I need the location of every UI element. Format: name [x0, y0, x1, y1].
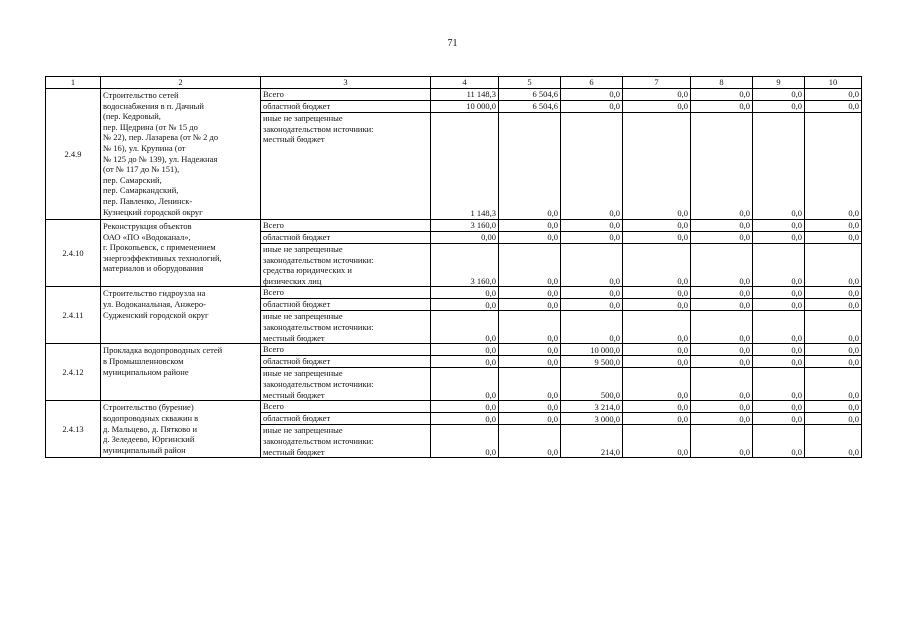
- amount-cell: 3 160,0: [431, 220, 499, 232]
- amount-cell: 6 504,6: [499, 101, 561, 113]
- amount-cell: 0,0: [431, 356, 499, 368]
- project-name-line: пер. Самаркандский,: [103, 185, 179, 196]
- funding-source-line: Всего: [263, 220, 284, 230]
- amount-cell: 0,0: [623, 287, 691, 299]
- funding-source: [261, 413, 431, 425]
- funding-source: [261, 401, 431, 413]
- project-name-line: № 125 до № 139), ул. Надежная: [103, 153, 218, 164]
- amount-cell: 0,0: [561, 220, 623, 232]
- amount-cell: 0,0: [691, 344, 753, 356]
- amount-cell: 0,0: [561, 244, 623, 287]
- amount-cell: 0,0: [691, 356, 753, 368]
- amount-cell: 0,0: [431, 368, 499, 401]
- amount-cell: 0,0: [499, 344, 561, 356]
- page-number: 71: [447, 38, 458, 49]
- project-name-line: муниципальный район: [103, 444, 186, 455]
- amount-cell: 0,0: [431, 299, 499, 311]
- amount-cell: 0,0: [805, 89, 862, 101]
- funding-source: [261, 244, 431, 287]
- amount-cell: 0,0: [753, 311, 805, 344]
- amount-cell: 0,0: [691, 220, 753, 232]
- amount-cell: 0,0: [753, 401, 805, 413]
- project-name-line: пер. Самарский,: [103, 174, 162, 185]
- funding-source-line: средства юридических и: [263, 265, 352, 276]
- amount-cell: 10 000,0: [561, 344, 623, 356]
- amount-cell: 0,0: [691, 401, 753, 413]
- funding-source-line: законодательством источники:: [263, 378, 374, 389]
- funding-source: [261, 368, 431, 401]
- header-row: [46, 77, 862, 89]
- amount-cell: 0,0: [431, 401, 499, 413]
- amount-cell: 0,0: [561, 232, 623, 244]
- project-name-line: (пер. Кедровый,: [103, 111, 161, 122]
- amount-cell: 500,0: [561, 368, 623, 401]
- amount-cell: 0,0: [431, 413, 499, 425]
- amount-cell: 0,0: [623, 356, 691, 368]
- project-name-line: № 16), ул. Крупина (от: [103, 142, 186, 153]
- funding-source: [261, 113, 431, 220]
- amount-cell: 0,0: [623, 425, 691, 458]
- amount-cell: 3 000,0: [561, 413, 623, 425]
- amount-cell: 0,0: [431, 311, 499, 344]
- amount-cell: 0,0: [753, 101, 805, 113]
- funding-source-line: иные не запрещенные: [263, 368, 343, 379]
- project-name-line: пер. Щедрина (от № 15 до: [103, 121, 198, 132]
- project-name-line: № 22), пер. Лазарева (от № 2 до: [103, 132, 219, 143]
- project-name-line: материалов и оборудования: [103, 263, 204, 274]
- table-row: [46, 401, 862, 413]
- column-header: 2: [101, 77, 261, 89]
- amount-cell: 0,0: [805, 232, 862, 244]
- amount-cell: 0,0: [805, 287, 862, 299]
- funding-source-line: областной бюджет: [263, 232, 331, 242]
- funding-source: [261, 232, 431, 244]
- amount-cell: 0,0: [499, 299, 561, 311]
- funding-source-line: областной бюджет: [263, 299, 331, 310]
- project-name: [101, 401, 261, 458]
- amount-cell: 0,0: [805, 113, 862, 220]
- project-name: [101, 344, 261, 401]
- row-code: 2.4.9: [46, 89, 101, 220]
- amount-cell: 0,00: [431, 232, 499, 244]
- amount-cell: 0,0: [753, 413, 805, 425]
- amount-cell: 0,0: [753, 356, 805, 368]
- table-row: [46, 89, 862, 101]
- amount-cell: 0,0: [691, 244, 753, 287]
- funding-source-line: законодательством источники:: [263, 123, 374, 134]
- funding-source-line: областной бюджет: [263, 356, 331, 367]
- amount-cell: 0,0: [691, 101, 753, 113]
- funding-source-line: Всего: [263, 89, 284, 99]
- row-code: 2.4.11: [46, 287, 101, 344]
- amount-cell: 0,0: [561, 287, 623, 299]
- amount-cell: 0,0: [499, 311, 561, 344]
- amount-cell: 0,0: [753, 368, 805, 401]
- amount-cell: 0,0: [561, 311, 623, 344]
- amount-cell: 0,0: [623, 89, 691, 101]
- table-row: [46, 344, 862, 356]
- column-header: 8: [691, 77, 753, 89]
- table-row: [46, 287, 862, 299]
- project-name-line: Прокладка водопроводных сетей: [103, 345, 223, 356]
- amount-cell: 9 500,0: [561, 356, 623, 368]
- project-name-line: д. Мальцево, д. Пятково и: [103, 423, 198, 434]
- amount-cell: 0,0: [691, 287, 753, 299]
- amount-cell: 0,0: [561, 299, 623, 311]
- amount-cell: 0,0: [623, 101, 691, 113]
- amount-cell: 0,0: [623, 244, 691, 287]
- funding-source-line: законодательством источники:: [263, 435, 374, 446]
- amount-cell: 0,0: [805, 101, 862, 113]
- project-name-line: Строительство сетей: [103, 90, 179, 100]
- amount-cell: 214,0: [561, 425, 623, 458]
- project-name-line: муниципальном районе: [103, 366, 189, 377]
- project-name-line: ул. Водоканальная, Анжеро-: [103, 298, 206, 309]
- amount-cell: 0,0: [805, 299, 862, 311]
- amount-cell: 0,0: [753, 244, 805, 287]
- amount-cell: 0,0: [691, 425, 753, 458]
- amount-cell: 0,0: [499, 401, 561, 413]
- amount-cell: 0,0: [623, 344, 691, 356]
- amount-cell: 0,0: [499, 356, 561, 368]
- amount-cell: 0,0: [499, 368, 561, 401]
- amount-cell: 0,0: [805, 344, 862, 356]
- column-header: 7: [623, 77, 691, 89]
- funding-source-line: областной бюджет: [263, 101, 331, 111]
- funding-source-line: Всего: [263, 401, 284, 412]
- row-code: 2.4.12: [46, 344, 101, 401]
- amount-cell: 11 148,3: [431, 89, 499, 101]
- amount-cell: 0,0: [691, 368, 753, 401]
- amount-cell: 0,0: [805, 220, 862, 232]
- amount-cell: 0,0: [431, 344, 499, 356]
- funding-source-line: иные не запрещенные: [263, 311, 343, 322]
- funding-source-line: законодательством источники:: [263, 254, 374, 265]
- project-name-line: водопроводных скважин в: [103, 412, 199, 423]
- amount-cell: 0,0: [623, 232, 691, 244]
- amount-cell: 10 000,0: [431, 101, 499, 113]
- funding-source-line: Всего: [263, 287, 284, 298]
- funding-source: [261, 299, 431, 311]
- funding-source: [261, 287, 431, 299]
- amount-cell: 0,0: [561, 101, 623, 113]
- funding-source-line: физических лиц: [263, 275, 322, 286]
- amount-cell: 0,0: [431, 287, 499, 299]
- amount-cell: 0,0: [499, 232, 561, 244]
- funding-source: [261, 101, 431, 113]
- funding-source-line: иные не запрещенные: [263, 425, 343, 436]
- amount-cell: 0,0: [805, 425, 862, 458]
- column-header: 10: [805, 77, 862, 89]
- amount-cell: 0,0: [499, 287, 561, 299]
- funding-source-line: местный бюджет: [263, 332, 325, 343]
- amount-cell: 0,0: [623, 113, 691, 220]
- project-name-line: водоснабжения в п. Дачный: [103, 100, 204, 111]
- amount-cell: 0,0: [753, 344, 805, 356]
- funding-source-line: иные не запрещенные: [263, 244, 343, 254]
- project-name-line: г. Прокопьевск, с применением: [103, 242, 216, 253]
- amount-cell: 1 148,3: [431, 113, 499, 220]
- funding-source: [261, 344, 431, 356]
- amount-cell: 0,0: [561, 113, 623, 220]
- project-name-line: д. Зеледеево, Юргинский: [103, 434, 195, 445]
- amount-cell: 0,0: [753, 232, 805, 244]
- amount-cell: 0,0: [691, 113, 753, 220]
- amount-cell: 0,0: [805, 311, 862, 344]
- column-header: 9: [753, 77, 805, 89]
- amount-cell: 0,0: [561, 89, 623, 101]
- amount-cell: 0,0: [753, 89, 805, 101]
- funding-source-line: местный бюджет: [263, 446, 325, 457]
- amount-cell: 0,0: [753, 425, 805, 458]
- amount-cell: 0,0: [691, 413, 753, 425]
- project-name-line: (от № 117 до № 151),: [103, 164, 180, 175]
- amount-cell: 3 214,0: [561, 401, 623, 413]
- amount-cell: 0,0: [753, 287, 805, 299]
- funding-source: [261, 311, 431, 344]
- project-name-line: в Промышленновском: [103, 355, 184, 366]
- amount-cell: 0,0: [499, 425, 561, 458]
- table-body: [46, 77, 862, 458]
- amount-cell: 0,0: [499, 113, 561, 220]
- amount-cell: 0,0: [499, 413, 561, 425]
- project-name-line: Строительство гидроузла на: [103, 288, 206, 299]
- amount-cell: 0,0: [691, 311, 753, 344]
- amount-cell: 0,0: [623, 413, 691, 425]
- amount-cell: 0,0: [805, 413, 862, 425]
- amount-cell: 0,0: [623, 311, 691, 344]
- amount-cell: 0,0: [753, 220, 805, 232]
- amount-cell: 0,0: [805, 356, 862, 368]
- project-name: [101, 287, 261, 344]
- row-code: 2.4.10: [46, 220, 101, 287]
- amount-cell: 3 160,0: [431, 244, 499, 287]
- project-name-line: Кузнецкий городской округ: [103, 206, 203, 217]
- amount-cell: 0,0: [623, 299, 691, 311]
- amount-cell: 0,0: [431, 425, 499, 458]
- amount-cell: 0,0: [805, 401, 862, 413]
- funding-source: [261, 356, 431, 368]
- amount-cell: 0,0: [753, 299, 805, 311]
- column-header: 6: [561, 77, 623, 89]
- column-header: 5: [499, 77, 561, 89]
- column-header: 4: [431, 77, 499, 89]
- row-code: 2.4.13: [46, 401, 101, 458]
- amount-cell: 0,0: [623, 368, 691, 401]
- amount-cell: 0,0: [691, 89, 753, 101]
- funding-source: [261, 89, 431, 101]
- amount-cell: 6 504,6: [499, 89, 561, 101]
- funding-source-line: законодательством источники:: [263, 321, 374, 332]
- amount-cell: 0,0: [805, 368, 862, 401]
- funding-source: [261, 425, 431, 458]
- amount-cell: 0,0: [691, 232, 753, 244]
- amount-cell: 0,0: [623, 220, 691, 232]
- funding-source-line: иные не запрещенные: [263, 113, 343, 123]
- amount-cell: 0,0: [753, 113, 805, 220]
- column-header: 3: [261, 77, 431, 89]
- column-header: 1: [46, 77, 101, 89]
- funding-source-line: областной бюджет: [263, 413, 331, 424]
- amount-cell: 0,0: [805, 244, 862, 287]
- amount-cell: 0,0: [499, 220, 561, 232]
- project-name-line: Судженский городской округ: [103, 309, 209, 320]
- table-row: [46, 220, 862, 232]
- funding-source-line: Всего: [263, 344, 284, 355]
- funding-source: [261, 220, 431, 232]
- project-name-line: ОАО «ПО «Водоканал»,: [103, 231, 191, 242]
- project-name: [101, 89, 261, 220]
- project-name-line: энергоэффективных технологий,: [103, 252, 222, 263]
- amount-cell: 0,0: [499, 244, 561, 287]
- amount-cell: 0,0: [623, 401, 691, 413]
- budget-table: [45, 76, 862, 458]
- project-name-line: Реконструкция объектов: [103, 221, 192, 231]
- funding-source-line: местный бюджет: [263, 389, 325, 400]
- funding-source-line: местный бюджет: [263, 134, 325, 145]
- project-name-line: пер. Павленко, Ленинск-: [103, 195, 193, 206]
- project-name-line: Строительство (бурение): [103, 402, 194, 413]
- amount-cell: 0,0: [691, 299, 753, 311]
- project-name: [101, 220, 261, 287]
